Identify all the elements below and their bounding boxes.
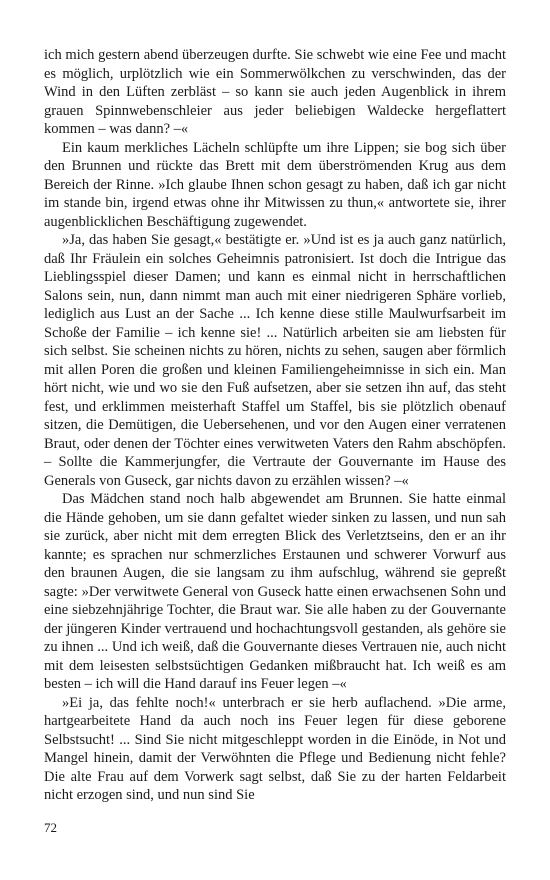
paragraph: »Ja, das haben Sie gesagt,« bestätigte er. »Und ist es ja auch ganz natürlich, daß Ihr Fräulein ein solches Geheimnis patronisiert. Ist doch die Intrigue das Lieblingsspiel dieser Damen; und kann es einmal nicht in herrschaftlichen Salons sein, nun, dann nimmt man auch mit einer niedrigeren Sphäre vorlieb, lediglich aus Lust an der Sache ... Ich kenne diese stille Maulwurfsarbeit im Schoße der Familie – ich kenne sie! ... Natürlich arbeiten sie am liebsten für sich selbst. Sie scheinen nichts zu hören, nichts zu sehen, saugen aber förmlich mit allen Poren die großen und kleinen Familiengeheimnisse in sich ein. Man hört nicht, wie und wo sie den Fuß aufsetzen, aber sie setzen ihn auf, das steht fest, und erklimmen meisterhaft Staffel um Staffel, bis sie plötzlich obenauf sitzen, die Demütigen, die Uebersehenen, und vor den Augen einer verratenen Braut, oder denen der Töchter eines verwitweten Vaters den Rahm abschöpfen. – Sollte die Kammerjungfer, die Vertraute der Gouvernante im Hause des Generals von Guseck, gar nichts davon zu erzählen wissen? –« <box>44 232 506 489</box>
paragraph: »Ei ja, das fehlte noch!« unterbrach er sie herb auflachend. »Die arme, hartgearbeitete Hand da auch noch ins Feuer legen für diese geborene Selbstsucht! ... Sind Sie nicht mitgeschleppt worden in die Einöde, in Not und Mangel hinein, damit der Verwöhnten die Pflege und Bedienung nicht fehle? Die alte Frau auf dem Vorwerk sagt selbst, daß Sie zu der harten Feldarbeit nicht erzogen sind, und nun sind Sie <box>44 694 506 803</box>
page-number: 72 <box>44 820 57 835</box>
paragraph: Das Mädchen stand noch halb abgewendet am Brunnen. Sie hatte einmal die Hände gehoben, um sie dann gefaltet wieder sinken zu lassen, und nun sah sie zurück, aber nicht mit dem erregten Blick des Verletztseins, den er an ihr kannte; es sprachen nur schmerzliches Erstaunen und schwerer Vorwurf aus den braunen Augen, die sie langsam zu ihm aufschlug, während sie gepreßt sagte: »Der verwitwete General von Guseck hatte einen erwachsenen Sohn und eine siebzehnjährige Tochter, die Braut war. Sie alle haben zu der Gouvernante der jüngeren Kinder vertrauend und hochachtungsvoll gestanden, als gehöre sie zu ihnen ... Und ich weiß, daß die Gouvernante dieses Vertrauen nie, auch nicht mit dem leisesten selbstsüchtigen Gedanken mißbraucht hat. Ich weiß es am besten – ich will die Hand darauf ins Feuer legen –« <box>44 491 506 692</box>
book-page-text <box>44 46 506 805</box>
paragraph: Ein kaum merkliches Lächeln schlüpfte um ihre Lippen; sie bog sich über den Brunnen und rückte das Brett mit dem überströmenden Krug aus dem Bereich der Rinne. »Ich glaube Ihnen schon gesagt zu haben, daß ich gar nicht im stande bin, irgend etwas ohne ihr Mitwissen zu thun,« antwortete sie, ihrer augenblicklichen Beschäftigung zugewendet. <box>44 139 506 230</box>
paragraph-continuation: ich mich gestern abend überzeugen durfte. Sie schwebt wie eine Fee und macht es möglich, urplötzlich wie ein Sommerwölkchen zu verschwinden, das der Wind in den Lüften zerbläst – so kann sie auch jeden Augenblick in ihrem grauen Spinnwebenschleier aus jeder beliebigen Waldecke hergeflattert kommen – was dann? –« <box>44 47 506 137</box>
